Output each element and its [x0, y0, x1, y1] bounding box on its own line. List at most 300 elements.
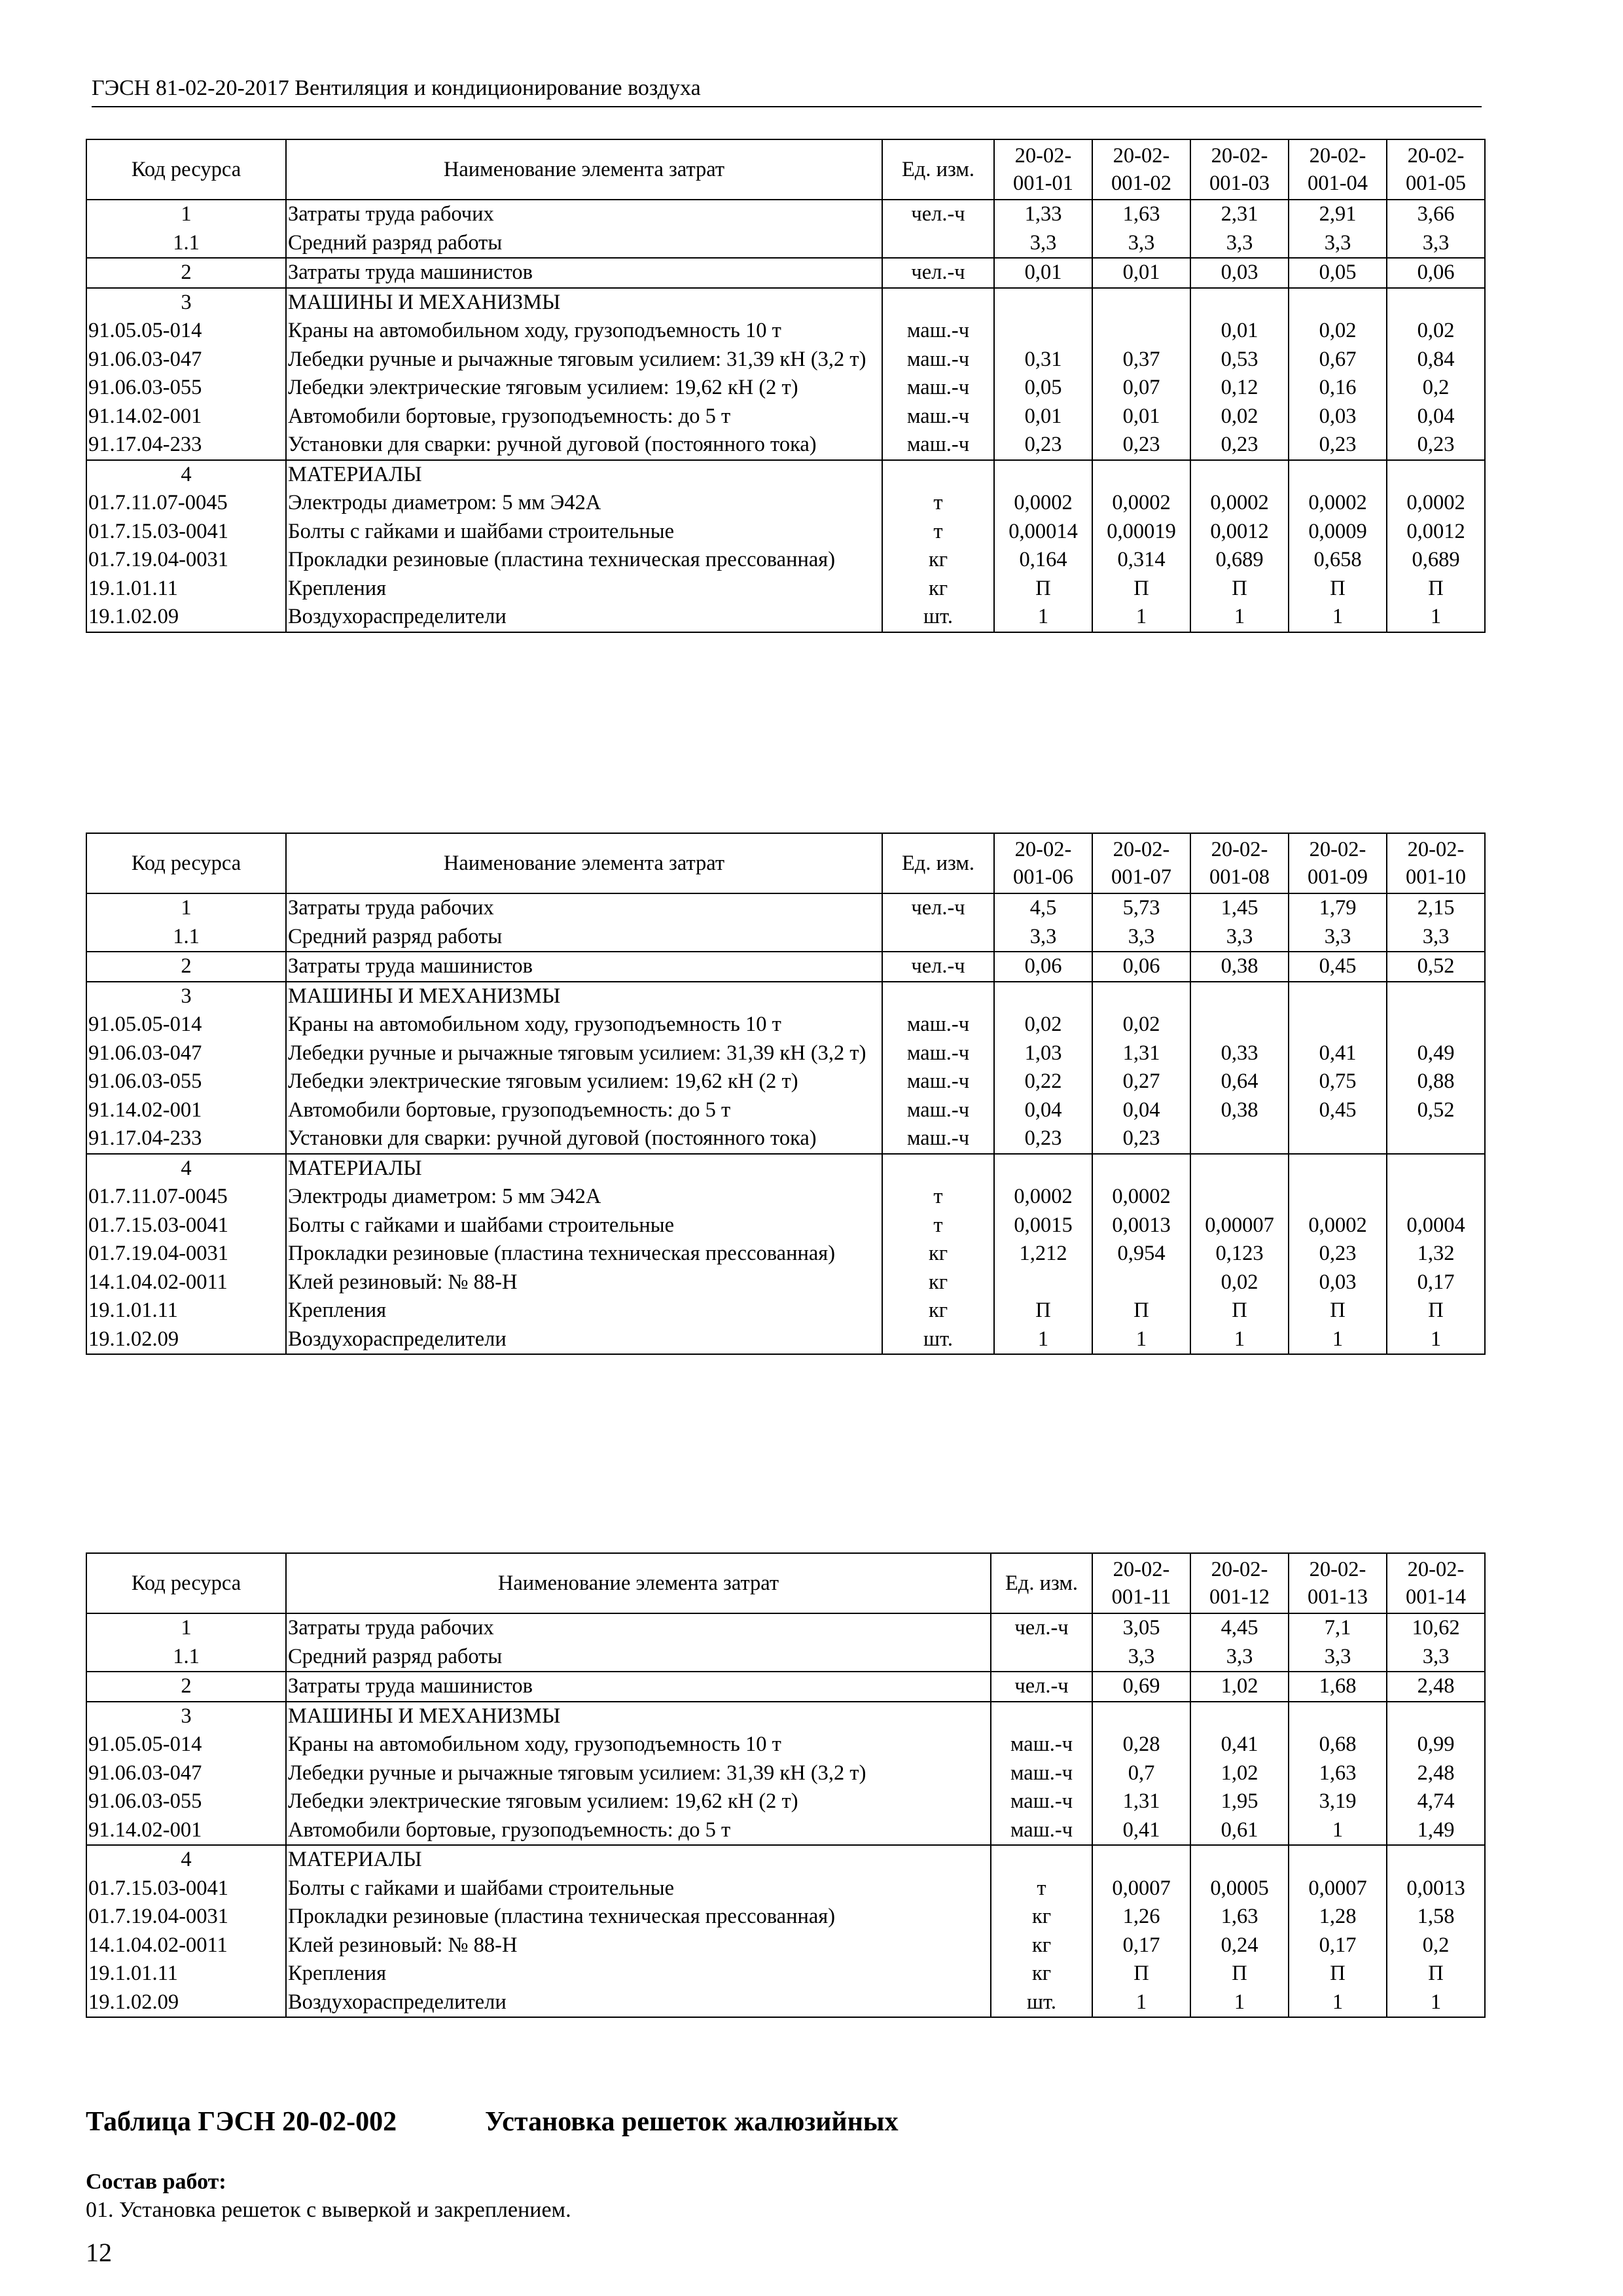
table-row — [86, 1643, 1485, 1672]
value-cell: 1,03 — [994, 1039, 1092, 1068]
resource-code-cell: 19.1.01.11 — [86, 1297, 286, 1325]
resource-name-cell: Средний разряд работы — [286, 923, 882, 952]
resource-name-cell: Электроды диаметром: 5 мм Э42А — [286, 1183, 882, 1211]
resource-name-cell: МАШИНЫ И МЕХАНИЗМЫ — [286, 982, 882, 1011]
value-cell: П — [1387, 1297, 1485, 1325]
value-cell: 2,48 — [1387, 1672, 1485, 1702]
works-item: 01. Установка решеток с выверкой и закреплением. — [86, 2198, 571, 2222]
table-row — [86, 346, 1485, 374]
value-cell: 0,23 — [1092, 431, 1190, 460]
resource-name-cell: Воздухораспределители — [286, 603, 882, 632]
value-cell: 1 — [1190, 603, 1289, 632]
value-cell: 1,68 — [1289, 1672, 1387, 1702]
value-cell: 0,41 — [1092, 1816, 1190, 1846]
value-cell — [1289, 1124, 1387, 1154]
value-cell — [994, 288, 1092, 317]
unit-cell — [991, 1643, 1092, 1672]
value-cell: 0,0002 — [1092, 1183, 1190, 1211]
resource-name-cell: Крепления — [286, 1297, 882, 1325]
value-cell: 0,0002 — [994, 489, 1092, 518]
value-cell: 1 — [1289, 1816, 1387, 1846]
value-cell — [1289, 982, 1387, 1011]
resource-name-cell: Затраты труда рабочих — [286, 200, 882, 229]
resource-code-cell: 19.1.01.11 — [86, 575, 286, 603]
value-cell: 0,06 — [1387, 258, 1485, 288]
norm-header: 20-02-001-10 — [1387, 833, 1485, 893]
col-unit-header: Ед. изм. — [882, 139, 994, 200]
resource-code-cell: 2 — [86, 952, 286, 982]
value-cell: 0,164 — [994, 546, 1092, 575]
resource-name-cell: Краны на автомобильном ходу, грузоподъемность 10 т — [286, 317, 882, 346]
value-cell: 3,3 — [1190, 229, 1289, 259]
value-cell: 0,0012 — [1387, 518, 1485, 547]
resource-code-cell: 3 — [86, 288, 286, 317]
value-cell: 0,41 — [1190, 1731, 1289, 1759]
value-cell: 1 — [1387, 1988, 1485, 2018]
table-row — [86, 603, 1485, 632]
resource-name-cell: Автомобили бортовые, грузоподъемность: до 5 т — [286, 1816, 991, 1846]
value-cell: 0,02 — [1190, 403, 1289, 431]
resource-code-cell: 91.06.03-055 — [86, 374, 286, 403]
unit-cell — [882, 1154, 994, 1183]
resource-name-cell: Затраты труда машинистов — [286, 1672, 991, 1702]
norm-header: 20-02-001-03 — [1190, 139, 1289, 200]
value-cell: 3,3 — [1092, 229, 1190, 259]
table-row — [86, 1613, 1485, 1643]
table-row — [86, 229, 1485, 259]
resource-name-cell: Средний разряд работы — [286, 229, 882, 259]
value-cell: 0,00007 — [1190, 1211, 1289, 1240]
table-row — [86, 1931, 1485, 1960]
value-cell — [1289, 1154, 1387, 1183]
resource-code-cell: 91.06.03-055 — [86, 1787, 286, 1816]
value-cell — [1289, 1845, 1387, 1874]
value-cell: 1,31 — [1092, 1787, 1190, 1816]
value-cell — [1190, 1124, 1289, 1154]
resource-name-cell: Болты с гайками и шайбами строительные — [286, 1211, 882, 1240]
norm-header: 20-02-001-06 — [994, 833, 1092, 893]
value-cell: 0,52 — [1387, 1096, 1485, 1125]
unit-cell: чел.-ч — [882, 258, 994, 288]
value-cell: 0,23 — [1289, 1240, 1387, 1268]
works-heading: Состав работ: — [86, 2170, 226, 2194]
value-cell: 0,33 — [1190, 1039, 1289, 1068]
resource-code-cell: 91.17.04-233 — [86, 1124, 286, 1154]
table-row — [86, 546, 1485, 575]
value-cell: 5,73 — [1092, 893, 1190, 923]
unit-cell: маш.-ч — [991, 1731, 1092, 1759]
value-cell — [994, 1268, 1092, 1297]
value-cell: 0,01 — [994, 258, 1092, 288]
unit-cell: т — [882, 1183, 994, 1211]
value-cell: 0,0002 — [994, 1183, 1092, 1211]
resource-name-cell: Воздухораспределители — [286, 1988, 991, 2018]
value-cell: 0,0002 — [1387, 489, 1485, 518]
unit-cell: шт. — [882, 1325, 994, 1355]
value-cell: 3,3 — [994, 229, 1092, 259]
unit-cell — [991, 1702, 1092, 1731]
norm-header: 20-02-001-04 — [1289, 139, 1387, 200]
col-unit-header: Ед. изм. — [991, 1553, 1092, 1613]
resource-name-cell: Клей резиновый: № 88-Н — [286, 1931, 991, 1960]
value-cell: 0,0013 — [1387, 1874, 1485, 1903]
value-cell: 0,02 — [1289, 317, 1387, 346]
value-cell: 4,5 — [994, 893, 1092, 923]
resource-code-cell: 01.7.15.03-0041 — [86, 518, 286, 547]
value-cell: 1,02 — [1190, 1672, 1289, 1702]
value-cell — [1092, 1702, 1190, 1731]
resource-code-cell: 91.05.05-014 — [86, 1011, 286, 1039]
resource-name-cell: Затраты труда машинистов — [286, 952, 882, 982]
value-cell: 3,3 — [1190, 1643, 1289, 1672]
value-cell: 0,06 — [1092, 952, 1190, 982]
resource-code-cell: 91.14.02-001 — [86, 1816, 286, 1846]
unit-cell — [882, 460, 994, 490]
table-row — [86, 1672, 1485, 1702]
value-cell — [1387, 1154, 1485, 1183]
value-cell: 0,01 — [1190, 317, 1289, 346]
value-cell — [994, 317, 1092, 346]
norm-table-body — [86, 200, 1485, 632]
unit-cell: маш.-ч — [882, 1011, 994, 1039]
table-row — [86, 1960, 1485, 1988]
value-cell: 1,28 — [1289, 1903, 1387, 1931]
table-row — [86, 1845, 1485, 1874]
table-row — [86, 1903, 1485, 1931]
value-cell: 1 — [1387, 603, 1485, 632]
value-cell: 2,91 — [1289, 200, 1387, 229]
col-code-header: Код ресурса — [86, 833, 286, 893]
resource-code-cell: 91.14.02-001 — [86, 1096, 286, 1125]
value-cell: 1,79 — [1289, 893, 1387, 923]
value-cell: 0,0015 — [994, 1211, 1092, 1240]
resource-name-cell: Прокладки резиновые (пластина техническая прессованная) — [286, 1240, 882, 1268]
value-cell: 3,3 — [1387, 229, 1485, 259]
value-cell: 0,03 — [1190, 258, 1289, 288]
resource-name-cell: Средний разряд работы — [286, 1643, 991, 1672]
col-code-header: Код ресурса — [86, 1553, 286, 1613]
value-cell: 7,1 — [1289, 1613, 1387, 1643]
value-cell: 0,2 — [1387, 374, 1485, 403]
value-cell: 0,41 — [1289, 1039, 1387, 1068]
value-cell — [1289, 288, 1387, 317]
table-row — [86, 460, 1485, 490]
unit-cell: маш.-ч — [882, 1039, 994, 1068]
value-cell: 1 — [1387, 1325, 1485, 1355]
value-cell: 0,27 — [1092, 1067, 1190, 1096]
resource-name-cell: Затраты труда рабочих — [286, 1613, 991, 1643]
value-cell: 0,16 — [1289, 374, 1387, 403]
value-cell: 3,3 — [1387, 923, 1485, 952]
unit-cell: маш.-ч — [991, 1787, 1092, 1816]
table-row — [86, 1211, 1485, 1240]
unit-cell: кг — [991, 1903, 1092, 1931]
resource-name-cell: МАТЕРИАЛЫ — [286, 1845, 991, 1874]
resource-code-cell: 19.1.02.09 — [86, 603, 286, 632]
value-cell: П — [1387, 575, 1485, 603]
value-cell: 0,00019 — [1092, 518, 1190, 547]
resource-code-cell: 2 — [86, 1672, 286, 1702]
value-cell — [1289, 1183, 1387, 1211]
value-cell: 0,0005 — [1190, 1874, 1289, 1903]
value-cell: П — [1190, 1960, 1289, 1988]
resource-code-cell: 91.17.04-233 — [86, 431, 286, 460]
value-cell — [994, 982, 1092, 1011]
value-cell: П — [1289, 1297, 1387, 1325]
resource-code-cell: 91.05.05-014 — [86, 1731, 286, 1759]
value-cell: 1,95 — [1190, 1787, 1289, 1816]
value-cell: 0,88 — [1387, 1067, 1485, 1096]
value-cell: 0,7 — [1092, 1759, 1190, 1788]
value-cell: 1,63 — [1289, 1759, 1387, 1788]
table-header-row — [86, 139, 1485, 200]
unit-cell: т — [882, 1211, 994, 1240]
norm-table-2 — [86, 833, 1486, 1355]
value-cell — [1190, 1845, 1289, 1874]
resource-name-cell: МАТЕРИАЛЫ — [286, 460, 882, 490]
unit-cell: чел.-ч — [991, 1613, 1092, 1643]
unit-cell: кг — [882, 546, 994, 575]
value-cell — [1092, 1154, 1190, 1183]
unit-cell: кг — [991, 1960, 1092, 1988]
value-cell: 0,69 — [1092, 1672, 1190, 1702]
resource-code-cell: 19.1.02.09 — [86, 1988, 286, 2018]
value-cell: 0,123 — [1190, 1240, 1289, 1268]
norm-header: 20-02-001-02 — [1092, 139, 1190, 200]
value-cell: 3,19 — [1289, 1787, 1387, 1816]
norm-header: 20-02-001-09 — [1289, 833, 1387, 893]
value-cell: 0,02 — [1092, 1011, 1190, 1039]
table-row — [86, 893, 1485, 923]
resource-code-cell: 91.06.03-047 — [86, 346, 286, 374]
resource-name-cell: Краны на автомобильном ходу, грузоподъемность 10 т — [286, 1011, 882, 1039]
unit-cell: маш.-ч — [991, 1759, 1092, 1788]
value-cell — [1289, 460, 1387, 490]
resource-code-cell: 91.06.03-047 — [86, 1039, 286, 1068]
value-cell: П — [1092, 1960, 1190, 1988]
unit-cell: маш.-ч — [882, 1067, 994, 1096]
resource-name-cell: Крепления — [286, 1960, 991, 1988]
unit-cell: шт. — [882, 603, 994, 632]
value-cell: 0,17 — [1289, 1931, 1387, 1960]
unit-cell: чел.-ч — [991, 1672, 1092, 1702]
norm-table-1 — [86, 139, 1486, 633]
value-cell: 0,0002 — [1190, 489, 1289, 518]
value-cell: 1,63 — [1190, 1903, 1289, 1931]
value-cell — [1190, 1702, 1289, 1731]
value-cell: П — [1387, 1960, 1485, 1988]
value-cell — [1092, 288, 1190, 317]
col-unit-header: Ед. изм. — [882, 833, 994, 893]
value-cell: 0,0002 — [1289, 489, 1387, 518]
value-cell: 0,658 — [1289, 546, 1387, 575]
value-cell: 3,3 — [1092, 1643, 1190, 1672]
table-row — [86, 1759, 1485, 1788]
table-header-row — [86, 1553, 1485, 1613]
value-cell: 0,75 — [1289, 1067, 1387, 1096]
table-row — [86, 1787, 1485, 1816]
value-cell: 1 — [994, 1325, 1092, 1355]
unit-cell: маш.-ч — [882, 1096, 994, 1125]
value-cell: 0,0002 — [1289, 1211, 1387, 1240]
resource-name-cell: Электроды диаметром: 5 мм Э42А — [286, 489, 882, 518]
norm-header: 20-02-001-11 — [1092, 1553, 1190, 1613]
value-cell: 0,04 — [1092, 1096, 1190, 1125]
resource-code-cell: 01.7.19.04-0031 — [86, 1903, 286, 1931]
table-row — [86, 1039, 1485, 1068]
value-cell: П — [1092, 1297, 1190, 1325]
value-cell: 0,689 — [1387, 546, 1485, 575]
table-row — [86, 575, 1485, 603]
value-cell — [1387, 1702, 1485, 1731]
value-cell: 0,02 — [994, 1011, 1092, 1039]
value-cell: П — [1289, 1960, 1387, 1988]
table-row — [86, 1124, 1485, 1154]
resource-code-cell: 1.1 — [86, 229, 286, 259]
value-cell: 0,24 — [1190, 1931, 1289, 1960]
table-header-row — [86, 833, 1485, 893]
resource-code-cell: 1.1 — [86, 923, 286, 952]
resource-code-cell: 19.1.02.09 — [86, 1325, 286, 1355]
value-cell — [1092, 317, 1190, 346]
value-cell: 3,3 — [1387, 1643, 1485, 1672]
unit-cell: маш.-ч — [882, 317, 994, 346]
value-cell: П — [1190, 575, 1289, 603]
value-cell: 3,3 — [1289, 1643, 1387, 1672]
value-cell: 1 — [1190, 1988, 1289, 2018]
page-header: ГЭСН 81-02-20-2017 Вентиляция и кондиционирование воздуха — [92, 73, 1482, 107]
table-row — [86, 1816, 1485, 1846]
norm-header: 20-02-001-12 — [1190, 1553, 1289, 1613]
norm-header: 20-02-001-01 — [994, 139, 1092, 200]
value-cell: 0,01 — [1092, 403, 1190, 431]
unit-cell: маш.-ч — [882, 346, 994, 374]
resource-name-cell: Лебедки ручные и рычажные тяговым усилием: 31,39 кН (3,2 т) — [286, 1759, 991, 1788]
resource-name-cell: Лебедки электрические тяговым усилием: 19,62 кН (2 т) — [286, 1067, 882, 1096]
value-cell: 1,45 — [1190, 893, 1289, 923]
value-cell: 0,53 — [1190, 346, 1289, 374]
table-row — [86, 952, 1485, 982]
value-cell: 1,212 — [994, 1240, 1092, 1268]
table-row — [86, 258, 1485, 288]
resource-name-cell: МАТЕРИАЛЫ — [286, 1154, 882, 1183]
value-cell: 0,68 — [1289, 1731, 1387, 1759]
value-cell — [1190, 460, 1289, 490]
unit-cell: т — [882, 489, 994, 518]
resource-code-cell: 01.7.15.03-0041 — [86, 1211, 286, 1240]
resource-code-cell: 4 — [86, 1845, 286, 1874]
norm-table-body — [86, 1613, 1485, 2017]
value-cell: 1,49 — [1387, 1816, 1485, 1846]
value-cell: 0,05 — [1289, 258, 1387, 288]
resource-code-cell: 1 — [86, 1613, 286, 1643]
value-cell: 0,49 — [1387, 1039, 1485, 1068]
resource-name-cell: Лебедки ручные и рычажные тяговым усилием: 31,39 кН (3,2 т) — [286, 1039, 882, 1068]
value-cell: 3,3 — [1092, 923, 1190, 952]
value-cell: 0,06 — [994, 952, 1092, 982]
resource-code-cell: 14.1.04.02-0011 — [86, 1931, 286, 1960]
value-cell: 0,17 — [1387, 1268, 1485, 1297]
resource-name-cell: Прокладки резиновые (пластина техническая прессованная) — [286, 546, 882, 575]
value-cell — [994, 1154, 1092, 1183]
value-cell: 1,32 — [1387, 1240, 1485, 1268]
resource-name-cell: Клей резиновый: № 88-Н — [286, 1268, 882, 1297]
value-cell: 3,66 — [1387, 200, 1485, 229]
unit-cell: маш.-ч — [882, 431, 994, 460]
col-name-header: Наименование элемента затрат — [286, 833, 882, 893]
resource-code-cell: 1 — [86, 893, 286, 923]
value-cell: 3,3 — [1289, 229, 1387, 259]
value-cell: 1 — [1190, 1325, 1289, 1355]
col-name-header: Наименование элемента затрат — [286, 139, 882, 200]
resource-name-cell: Затраты труда рабочих — [286, 893, 882, 923]
norm-header: 20-02-001-05 — [1387, 139, 1485, 200]
value-cell: П — [1190, 1297, 1289, 1325]
resource-name-cell: Болты с гайками и шайбами строительные — [286, 518, 882, 547]
page-number: 12 — [86, 2238, 112, 2267]
value-cell: 0,0013 — [1092, 1211, 1190, 1240]
resource-name-cell: МАШИНЫ И МЕХАНИЗМЫ — [286, 1702, 991, 1731]
resource-name-cell: Краны на автомобильном ходу, грузоподъемность 10 т — [286, 1731, 991, 1759]
value-cell: П — [1289, 575, 1387, 603]
value-cell: 1 — [1289, 1988, 1387, 2018]
unit-cell: маш.-ч — [882, 374, 994, 403]
value-cell: 0,03 — [1289, 403, 1387, 431]
value-cell: 0,0007 — [1289, 1874, 1387, 1903]
resource-code-cell: 2 — [86, 258, 286, 288]
table-row — [86, 288, 1485, 317]
unit-cell — [882, 982, 994, 1011]
table-row — [86, 1067, 1485, 1096]
resource-code-cell: 3 — [86, 1702, 286, 1731]
section-table-title: Установка решеток жалюзийных — [485, 2107, 899, 2137]
value-cell: 1 — [994, 603, 1092, 632]
value-cell: 0,99 — [1387, 1731, 1485, 1759]
value-cell: 0,23 — [994, 1124, 1092, 1154]
value-cell: 0,52 — [1387, 952, 1485, 982]
value-cell: 0,0012 — [1190, 518, 1289, 547]
value-cell: 3,3 — [1190, 923, 1289, 952]
value-cell — [1289, 1702, 1387, 1731]
value-cell: 10,62 — [1387, 1613, 1485, 1643]
value-cell: 0,17 — [1092, 1931, 1190, 1960]
value-cell — [1092, 1268, 1190, 1297]
table-row — [86, 1874, 1485, 1903]
value-cell: 0,45 — [1289, 1096, 1387, 1125]
value-cell: 4,45 — [1190, 1613, 1289, 1643]
value-cell: 1 — [1092, 1325, 1190, 1355]
value-cell: 1,02 — [1190, 1759, 1289, 1788]
value-cell: 1,33 — [994, 200, 1092, 229]
value-cell: 1,58 — [1387, 1903, 1485, 1931]
unit-cell: т — [882, 518, 994, 547]
value-cell — [1387, 460, 1485, 490]
unit-cell: т — [991, 1874, 1092, 1903]
resource-name-cell: Лебедки электрические тяговым усилием: 19,62 кН (2 т) — [286, 1787, 991, 1816]
norm-header: 20-02-001-14 — [1387, 1553, 1485, 1613]
value-cell — [1387, 1845, 1485, 1874]
value-cell: 0,04 — [994, 1096, 1092, 1125]
resource-code-cell: 3 — [86, 982, 286, 1011]
unit-cell: кг — [882, 1268, 994, 1297]
table-row — [86, 1268, 1485, 1297]
value-cell — [1190, 982, 1289, 1011]
value-cell — [1190, 1154, 1289, 1183]
value-cell: 0,0004 — [1387, 1211, 1485, 1240]
value-cell: 0,12 — [1190, 374, 1289, 403]
value-cell: 3,3 — [994, 923, 1092, 952]
value-cell: П — [994, 1297, 1092, 1325]
